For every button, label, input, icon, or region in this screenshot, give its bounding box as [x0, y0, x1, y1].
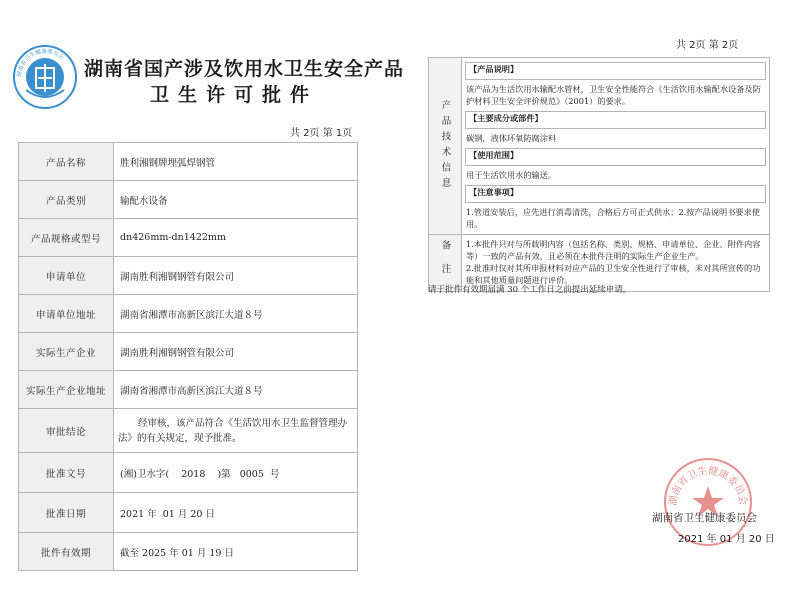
product-name-value: 胜利湘钢牌埋弧焊钢管 — [114, 143, 358, 181]
usage-scope: 用于生活饮用水的输送。 — [466, 170, 557, 180]
field-label: 批件有效期 — [19, 533, 114, 571]
product-description: 该产品为生活饮用水输配水管材，卫生安全性能符合《生活饮用水输配水设备及防护材料卫生安全评价规范》（2001）的要求。 — [466, 84, 761, 106]
tech-info-label: 产品技术信息 — [429, 58, 462, 235]
table-row — [19, 219, 358, 257]
table-row — [19, 493, 358, 533]
issue-date: 2021 年 01 月 20 日 — [678, 534, 775, 545]
issuing-authority: 湖南省卫生健康委员会 — [652, 512, 757, 524]
table-row — [19, 181, 358, 219]
approval-number-value: (湘)卫水字( 2018 )第 0005 号 — [114, 453, 358, 493]
field-label: 产品名称 — [19, 143, 114, 181]
product-tech-table — [428, 57, 770, 292]
main-components: 碳钢，液体环氧防腐涂料 — [466, 133, 557, 143]
license-fields-table — [18, 142, 358, 571]
emblem-text: 湖南省卫生健康委员会 — [16, 48, 65, 78]
table-row — [19, 333, 358, 371]
section-heading: 【注意事项】 — [465, 185, 766, 203]
notes-label: 备注 — [429, 235, 462, 292]
applicant-address-value: 湖南省湘潭市高新区滨江大道８号 — [114, 295, 358, 333]
field-label: 产品类别 — [19, 181, 114, 219]
manufacturer-address-value: 湖南省湘潭市高新区滨江大道８号 — [114, 371, 358, 409]
section-heading: 【主要成分或部件】 — [465, 111, 766, 129]
field-label: 申请单位地址 — [19, 295, 114, 333]
field-label: 批准文号 — [19, 453, 114, 493]
table-row — [19, 453, 358, 493]
field-label: 申请单位 — [19, 257, 114, 295]
document-subtitle: 卫生许可批件 — [150, 84, 319, 106]
applicant-value: 湖南胜利湘钢钢管有限公司 — [114, 257, 358, 295]
field-label: 审批结论 — [19, 409, 114, 453]
document-title: 湖南省国产涉及饮用水卫生安全产品 — [84, 58, 405, 80]
table-row — [19, 371, 358, 409]
table-row — [429, 58, 770, 235]
section-heading: 【产品说明】 — [465, 62, 766, 80]
health-emblem-icon — [12, 44, 78, 110]
product-category-value: 输配水设备 — [114, 181, 358, 219]
table-row — [19, 295, 358, 333]
field-label: 实际生产企业地址 — [19, 371, 114, 409]
seal-text: 湖南省卫生健康委员会 — [667, 465, 749, 507]
field-label: 批准日期 — [19, 493, 114, 533]
page-indicator-right: 共 2页 第 2页 — [676, 40, 739, 51]
table-row — [19, 257, 358, 295]
note-item: 1.本批件只对与所载明内容（包括名称、类别、规格、申请单位、企业、附件内容等）一致的产品有效，且必须在本批件注明的实际生产企业生产。 — [466, 239, 761, 261]
approval-conclusion-value: 经审核，该产品符合《生活饮用水卫生监督管理办法》的有关规定，现予批准。 — [114, 409, 358, 453]
table-row — [19, 143, 358, 181]
table-row — [19, 533, 358, 571]
page-indicator-left: 共 2页 第 1页 — [290, 128, 353, 139]
renewal-reminder: 请于批件有效期届满 30 个工作日之前提出延续申请。 — [428, 285, 632, 295]
field-label: 实际生产企业 — [19, 333, 114, 371]
validity-period-value: 截至 2025 年 01 月 19 日 — [114, 533, 358, 571]
field-label: 产品规格或型号 — [19, 219, 114, 257]
table-row — [19, 409, 358, 453]
note-item: 2.批准时仅对其所申报材料对应产品的卫生安全性进行了审核，未对其所宣传的功能和其他质量问题进行评价。 — [466, 263, 761, 285]
precautions: 1.管道安装后，应先进行消毒清洗，合格后方可正式供水；2.按产品说明书要求使用。 — [466, 207, 760, 229]
product-spec-value: dn426mm-dn1422mm — [114, 219, 358, 257]
approval-date-value: 2021 年 01 月 20 日 — [114, 493, 358, 533]
manufacturer-value: 湖南胜利湘钢钢管有限公司 — [114, 333, 358, 371]
section-heading: 【使用范围】 — [465, 148, 766, 166]
